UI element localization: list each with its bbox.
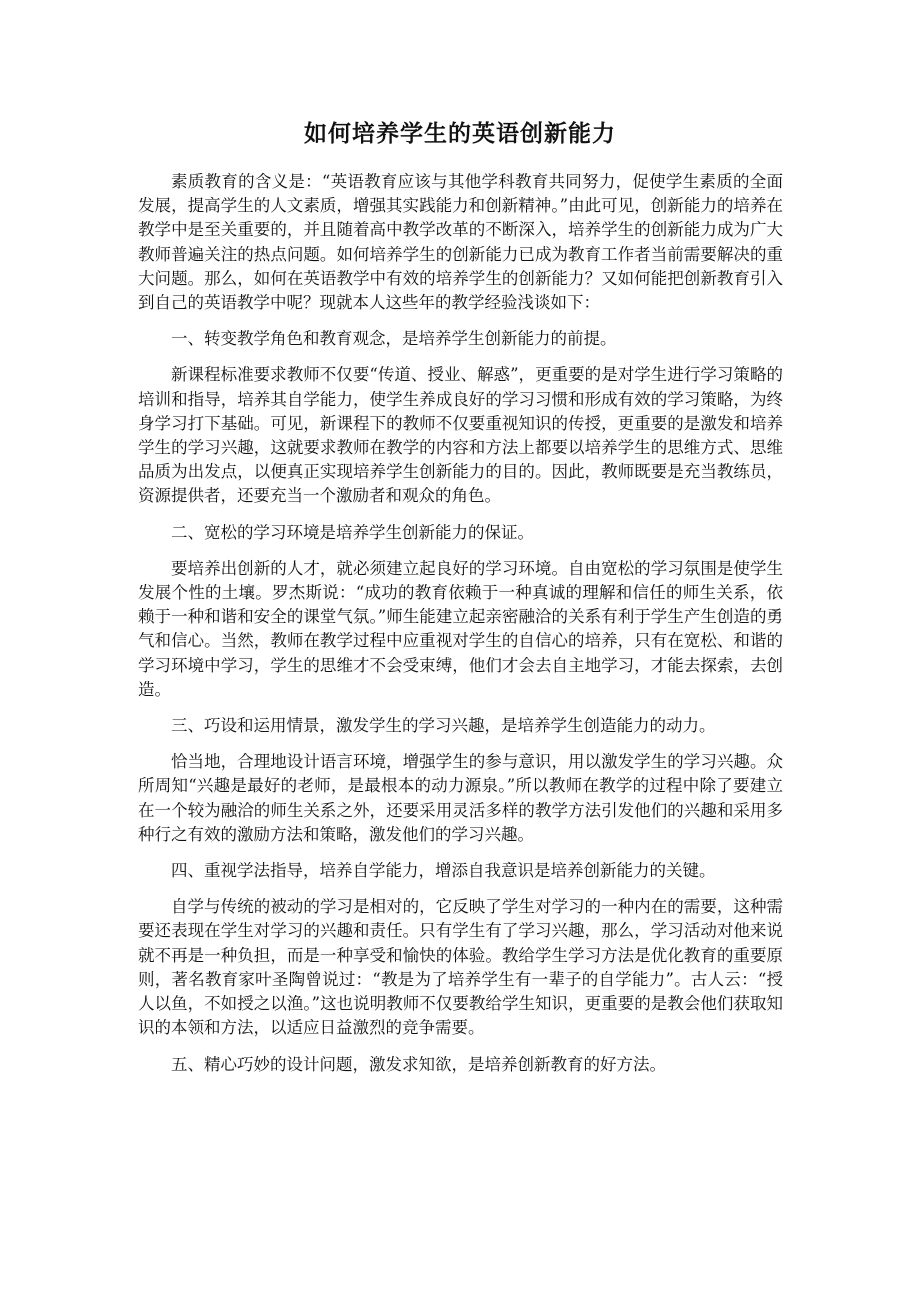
paragraph-section-4: 自学与传统的被动的学习是相对的，它反映了学生对学习的一种内在的需要，这种需要还表现在学生对学习的兴趣和责任。只有学生有了学习兴趣，那么，学习活动对他来说就不再是一种负担，而是一种享受和愉快的体验。教给学生学习方法是优化教育的重要原则，著名教育家叶圣陶曾说过：“教是为了培养学生有一辈子的自学能力”。古人云：“授人以鱼，不如授之以渔。”这也说明教师不仅要教给学生知识，更重要的是教会他们获取知识的本领和方法，以适应日益激烈的竞争需要。	[138, 897, 783, 1038]
paragraph-intro: 素质教育的含义是：“英语教育应该与其他学科教育共同努力，促使学生素质的全面发展，提高学生的人文素质，增强其实践能力和创新精神。”由此可见，创新能力的培养在教学中是至关重要的，并且随着高中教学改革的不断深入，培养学生的创新能力成为广大教师普遍关注的热点问题。如何培养学生的创新能力已成为教育工作者当前需要解决的重大问题。那么，如何在英语教学中有效的培养学生的创新能力？又如何能把创新教育引入到自己的英语教学中呢？现就本人这些年的教学经验浅谈如下：	[138, 172, 783, 313]
document-body	[138, 170, 783, 1089]
document-title: 如何培养学生的英语创新能力	[304, 121, 616, 147]
section-heading-5: 五、精心巧妙的设计问题，激发求知欲，是培养创新教育的好方法。	[171, 1054, 666, 1074]
section-heading-4: 四、重视学法指导，培养自学能力，增添自我意识是培养创新能力的关键。	[171, 861, 716, 881]
paragraph-section-1: 新课程标准要求教师不仅要“传道、授业、解惑”，更重要的是对学生进行学习策略的培训和指导，培养其自学能力，使学生养成良好的学习习惯和形成有效的学习策略，为终身学习打下基础。可见，新课程下的教师不仅要重视知识的传授，更重要的是激发和培养学生的学习兴趣，这就要求教师在教学的内容和方法上都要以培养学生的思维方式、思维品质为出发点，以便真正实现培养学生创新能力的目的。因此，教师既要是充当教练员，资源提供者，还要充当一个激励者和观众的角色。	[138, 365, 783, 506]
section-heading-2: 二、宽松的学习环境是培养学生创新能力的保证。	[171, 522, 534, 542]
section-heading-1: 一、转变教学角色和教育观念，是培养学生创新能力的前提。	[171, 329, 617, 349]
section-heading-3: 三、巧设和运用情景，激发学生的学习兴趣，是培养学生创造能力的动力。	[171, 716, 716, 736]
paragraph-section-3: 恰当地，合理地设计语言环境，增强学生的参与意识，用以激发学生的学习兴趣。众所周知“兴趣是最好的老师，是最根本的动力源泉。”所以教师在教学的过程中除了要建立在一个较为融洽的师生关系之外，还要采用灵活多样的教学方法引发他们的兴趣和采用多种行之有效的激励方法和策略，激发他们的学习兴趣。	[138, 752, 783, 844]
paragraph-section-2: 要培养出创新的人才，就必须建立起良好的学习环境。自由宽松的学习氛围是使学生发展个性的土壤。罗杰斯说：“成功的教育依赖于一种真诚的理解和信任的师生关系，依赖于一种和谐和安全的课堂气氛。”师生能建立起亲密融洽的关系有利于学生产生创造的勇气和信心。当然，教师在教学过程中应重视对学生的自信心的培养，只有在宽松、和谐的学习环境中学习，学生的思维才不会受束缚，他们才会去自主地学习，才能去探索，去创造。	[138, 558, 783, 699]
